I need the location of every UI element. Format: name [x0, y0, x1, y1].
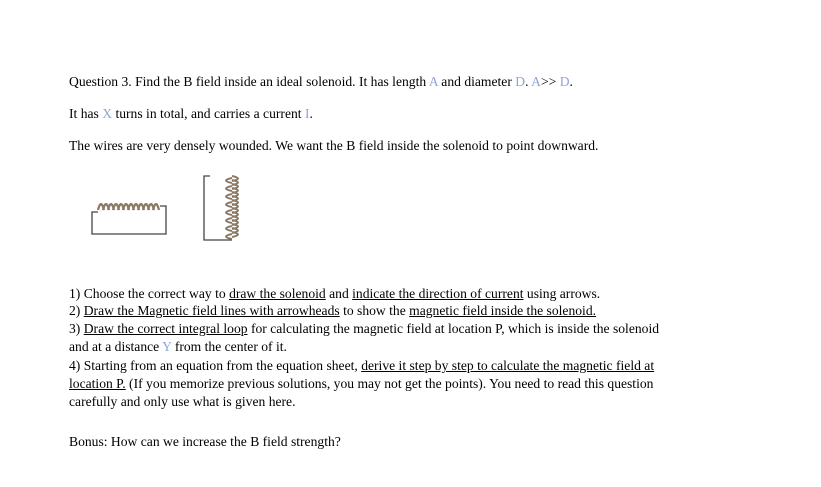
task-text: (If you memorize previous solutions, you may not get the points). You need to read this question — [125, 376, 654, 391]
task-underlined: magnetic field inside the solenoid. — [409, 303, 597, 318]
task-4 — [69, 357, 654, 374]
var-diameter: D — [559, 74, 570, 89]
task-text: and — [325, 286, 353, 301]
var-length: A — [531, 74, 541, 89]
task-underlined: location P. — [69, 376, 126, 391]
task-4-continued — [69, 375, 653, 392]
var-length: A — [428, 74, 438, 89]
task-4-final: carefully and only use what is given here. — [69, 394, 296, 409]
turns-text: turns in total, and carries a current — [112, 106, 305, 121]
bonus-question: Bonus: How can we increase the B field strength? — [69, 434, 341, 449]
question-title — [69, 73, 573, 90]
solenoid-figure — [84, 168, 284, 248]
task-3 — [69, 320, 659, 337]
task-underlined: indicate the direction of current — [352, 286, 524, 301]
task-text: 2) — [69, 303, 84, 318]
var-turns: X — [102, 106, 113, 121]
task-underlined: derive it step by step to calculate the magnetic field at — [361, 358, 655, 373]
task-2 — [69, 302, 596, 319]
title-text: . — [569, 74, 573, 89]
task-1 — [69, 285, 600, 302]
vertical-solenoid-icon — [204, 176, 238, 240]
task-underlined: Draw the correct integral loop — [83, 321, 248, 336]
var-current: I — [304, 106, 310, 121]
task-3-continued — [69, 338, 287, 355]
task-text: to show the — [339, 303, 410, 318]
turns-line — [69, 105, 313, 122]
title-text: Question 3. Find the B field inside an ideal solenoid. It has length — [69, 74, 429, 89]
task-underlined: Draw the Magnetic field lines with arrowheads — [83, 303, 340, 318]
task-text: using arrows. — [523, 286, 601, 301]
title-text: and diameter — [437, 74, 516, 89]
turns-text: . — [309, 106, 313, 121]
task-text: from the center of it. — [171, 339, 287, 354]
task-text: for calculating the magnetic field at location P, which is inside the solenoid — [247, 321, 660, 336]
var-diameter: D — [515, 74, 526, 89]
turns-text: It has — [69, 106, 103, 121]
title-text: >> — [540, 74, 560, 89]
task-text: and at a distance — [69, 339, 163, 354]
task-underlined: draw the solenoid — [229, 286, 326, 301]
task-text: 3) — [69, 321, 84, 336]
var-distance: Y — [162, 339, 172, 354]
title-text: . — [525, 74, 532, 89]
horizontal-solenoid-icon — [92, 204, 166, 234]
wires-line: The wires are very densely wounded. We want the B field inside the solenoid to point downward. — [69, 138, 599, 153]
task-text: 4) Starting from an equation from the equation sheet, — [69, 358, 362, 373]
task-text: 1) Choose the correct way to — [69, 286, 230, 301]
